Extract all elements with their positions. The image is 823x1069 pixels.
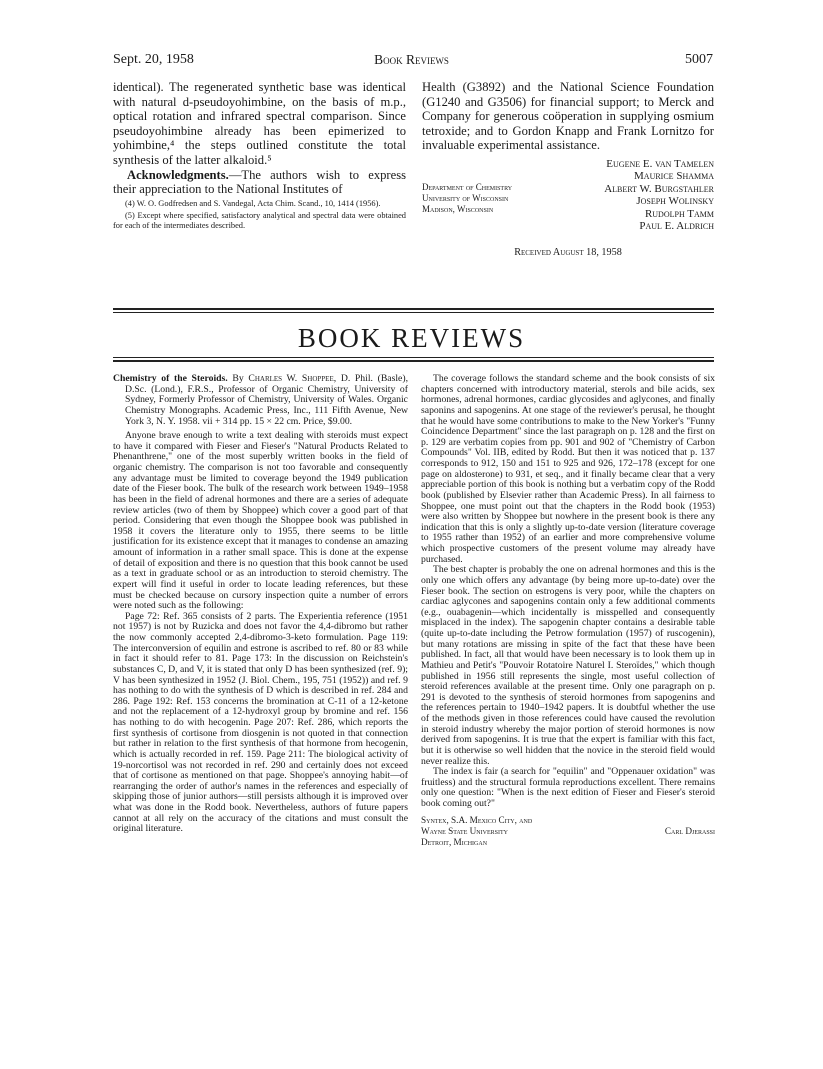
affiliation-line: University of Wisconsin xyxy=(422,192,509,203)
section-title: BOOK REVIEWS xyxy=(297,323,526,353)
book-details: D. Phil. (Basle), D.Sc. (Lond.), F.R.S., Professor of Organic Chemistry, University of Sydney, Formerly Professor of Chemistry, University of Wales. Organic Chemistry Monographs. Academic Press, Inc., 111 Fifth Avenue, New York 3, N. Y. 1958. vii + 314 pp. 15 × 22 cm. Price, $9.00. xyxy=(125,373,409,427)
acknowledgments-text: —The authors wish to express their appreciation to the National Institutes of xyxy=(113,167,406,197)
acknowledgments-heading: Acknowledgments. xyxy=(127,167,229,182)
author-name: Maurice Shamma xyxy=(634,170,714,183)
section-divider-bottom-thin xyxy=(113,357,714,358)
author-name: Rudolph Tamm xyxy=(644,207,714,220)
review-paragraph: The best chapter is probably the one on adrenal hormones and this is the only one which offers any advantage (by being more up-to-date) over the Fieser book. The section on estrogens is very poor, while the chapters on cardiac aglycones and sapogenins contain only a few additional comments (e.g., ouabagenin—which incidentally is misspelled and consequently misplaced in the index). The sapogenin chapter contains a desirable table (quite up-to-date including the Petrow formulation (1957) of ruscogenin), but many rotations are missing in spite of the fact that these have been published. In fact, all that would have been necessary is to look them up in Mathieu and Petit's "Pouvoir Rotatoire Naturel I. Steroïdes," which though published in 1956 still represents the single, most useful collection of steroid references available at the present time. Only one paragraph on p. 291 is devoted to the synthesis of steroid hormones from sapogenins and the references pertain to 1940–1942 papers. It is doubtful whether the use of the methods given in those references could have caused the revolution in steroid industry whereby the major portion of steroid hormones is now derived from sapogenins. It is true that the expert is familiar with this fact, but it is otherwise so well hidden that the novice in the steroid field would never realize this. xyxy=(421,564,715,767)
author-name: Albert W. Burgstahler xyxy=(604,182,714,195)
reviewer-affiliation xyxy=(421,815,532,849)
affiliation-line: Department of Chemistry xyxy=(422,181,513,192)
footnote-5: (5) Except where specified, satisfactory analytical and spectral data were obtained for each of the intermediates described. xyxy=(113,211,406,231)
page-number: 5007 xyxy=(685,52,713,67)
communication-left-column xyxy=(113,80,406,232)
affiliation-line: Syntex, S.A. Mexico City, and xyxy=(421,814,533,825)
review-paragraph: The index is fair (a search for "equilin" and "Oppenauer oxidation" was fruitless) and the structural formula reproductions excellent. There remains only one question: "When is the next edition of Fieser and Fieser's steroid book coming out?" xyxy=(421,766,715,809)
book-author: Charles W. Shoppee, xyxy=(248,373,337,384)
reviewer-signature xyxy=(421,815,715,849)
signature-block xyxy=(422,158,714,270)
affiliation-line: Wayne State University xyxy=(421,825,508,836)
communication-right-column xyxy=(422,80,714,270)
author-affiliation xyxy=(422,182,512,215)
received-date: Received August 18, 1958 xyxy=(514,246,622,258)
review-right-column xyxy=(421,374,715,849)
author-list xyxy=(604,158,714,232)
by-word: By xyxy=(232,373,244,384)
review-left-column xyxy=(113,374,408,835)
acknowledgments-continued: Health (G3892) and the National Science Foundation (G1240 and G3506) for financial support; to Merck and Company for generous coöperation in supplying osmium tetroxide; and to Gordon Knapp and Frank Lornitzo for invaluable experimental assistance. xyxy=(422,80,714,153)
reviewer-name: Carl Djerassi xyxy=(664,825,715,836)
book-title: Chemistry of the Steroids. xyxy=(113,373,228,384)
communication-paragraph: identical). The regenerated synthetic base was identical with natural d-pseudoyohimbine, on the basis of m.p., optical rotation and infrared spectral comparison. Since pseudoyohimbine already has been epimerized to yohimbine,⁴ the steps outlined constitute the total synthesis of the latter alkaloid.⁵ xyxy=(113,80,406,167)
acknowledgments-paragraph xyxy=(113,168,406,197)
section-divider-top xyxy=(113,308,714,310)
author-name: Joseph Wolinsky xyxy=(636,195,714,208)
review-paragraph: The coverage follows the standard scheme and the book consists of six chapters concerned with introductory material, sterols and bile acids, sex hormones, adrenal hormones, cardiac glycosides and aglycones, and finally saponins and sapogenins. At one stage of the reviewer's perusal, he thought that he would have some contributions to make to the New Yorker's "Funny Coincidence Department" since the last paragraph on p. 128 and the first on p. 129 are verbatim copies from pp. 901 and 902 of "Chemistry of Carbon Compounds" Vol. IIB, edited by Rodd. But then it was noticed that p. 137 corresponds to 912, 150 and 151 to 925 and 926, 172–178 (except for one page on aldosterone) to 931, et seq., and it finally became clear that a very appreciable portion of this book is nothing but a verbatim copy of the Rodd book (published by Elsevier rather than Academic Press). In all fairness to Shoppee, one must point out that the chapters in the Rodd book (1953) were also written by Shoppee but nowhere in the present book is there any indication that this is only a slightly up-to-date version (literature coverage to 1955 rather than 1952) of an earlier and more comprehensive volume which prospective customers of the present volume may already have purchased. xyxy=(421,373,715,565)
review-paragraph: Anyone brave enough to write a text dealing with steroids must expect to have it compared with Fieser and Fieser's "Natural Products Related to Phenanthrene," one of the most superbly written books in the field of organic chemistry. The comparison is not too favorable and consequently any advantage must be limited to coverage beyond the 1949 publication date of the Fieser book. The bulk of the research work between 1949–1958 has been in the field of adrenal hormones and there are a series of adequate review articles (two of them by Shoppee) which cover a good part of that period. Considering that even though the Shoppee book was published in 1958 it covers the literature only to 1955, there seems to be little justification for its existence except that it manages to condense an amazing amount of information in a rather small space. This is done at the expense of detail of exposition and there is no question that this book cannot be used as a text in graduate school or as an introduction to steroid chemistry. The expert will find it useful in order to locate leading references, but these must be checked because on cursory inspection quite a number of errors were noted such as the following: xyxy=(113,430,408,612)
affiliation-line: Detroit, Michigan xyxy=(421,837,488,848)
author-name: Eugene E. van Tamelen xyxy=(606,157,714,170)
running-header-date: Sept. 20, 1958 xyxy=(113,52,194,67)
review-paragraph: Page 72: Ref. 365 consists of 2 parts. The Experientia reference (1951 not 1957) is not by Ruzicka and does not favor the 4,4-dibromo but rather the now commonly accepted 2,4-dibromo-3-keto formulation. Page 119: The interconversion of equilin and estrone is ascribed to ref. 80 or 83 while in fact it should refer to 81. Page 173: In the discussion on Reichstein's substances C, D, and V, it is stated that only D has been synthesized (ref. 9); V has been synthesized in 1952 (J. Biol. Chem., 195, 751 (1952)) and ref. 9 has nothing to do with the synthesis of D which is described in ref. 284 and 286. Page 192: Ref. 153 concerns the bromination at C-11 of a 12-ketone and not the replacement of a 12-hydroxyl group by bromine and ref. 156 has nothing to do with hecogenin. Page 207: Ref. 286, which reports the first synthesis of cortisone from diosgenin is not quoted in that connection but rather in relation to the first synthesis of that hormone from hecogenin, which is actually recorded in ref. 159. Page 211: The biological activity of 19-norcortisol was not recorded in ref. 290 and certainly does not exceed that of cortisone as mentioned on that page. Shoppee's annoying habit—of rearranging the order of author's names in the references and especially of skipping those of junior authors—still persists although it is improved over what was done in the Rodd book. Nevertheless, authors of future papers cannot at all rely on the accuracy of the citations and must consult the original literature. xyxy=(113,610,408,835)
section-divider-bottom xyxy=(113,360,714,362)
author-name: Paul E. Aldrich xyxy=(639,220,714,232)
section-divider-top-thin xyxy=(113,312,714,313)
footnote-4: (4) W. O. Godfredsen and S. Vandegal, Acta Chim. Scand., 10, 1414 (1956). xyxy=(125,198,381,208)
affiliation-line: Madison, Wisconsin xyxy=(422,203,494,214)
running-header-section: Book Reviews xyxy=(374,52,449,67)
review-book-heading xyxy=(113,374,408,427)
